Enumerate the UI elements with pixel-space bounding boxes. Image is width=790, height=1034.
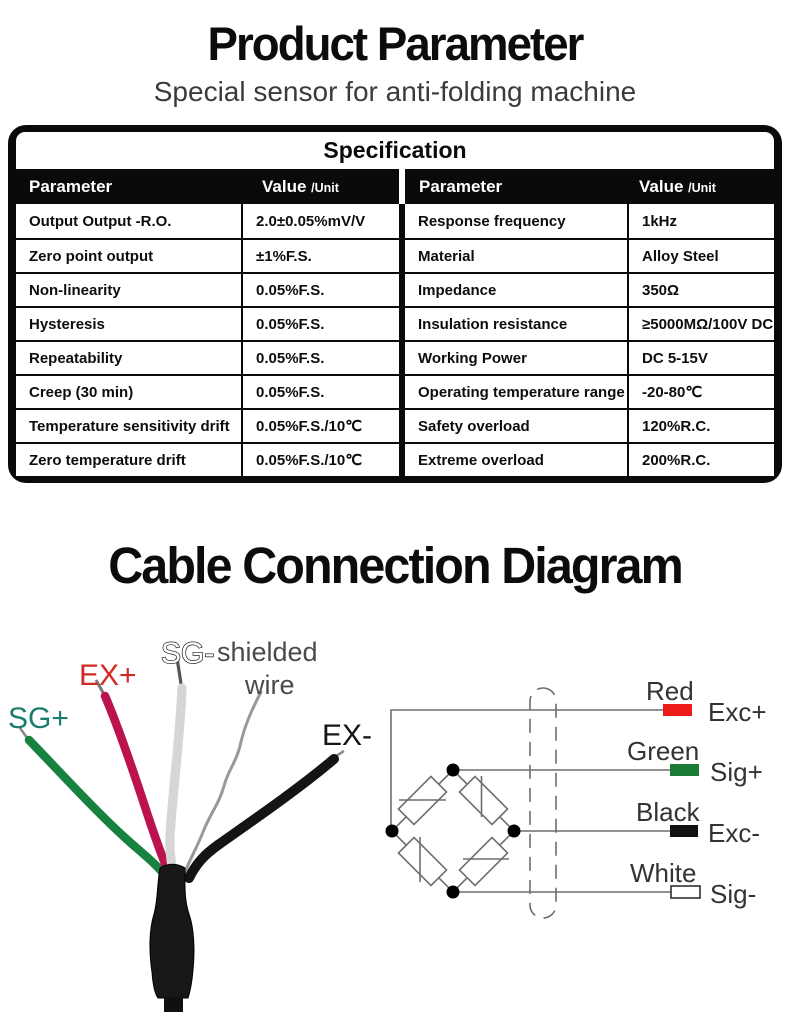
table-cell-value: 0.05%F.S./10℃ (241, 408, 399, 442)
bridge-node-bottom (447, 886, 460, 899)
label-shielded-line1: shielded (217, 637, 318, 667)
header-value-text: Value (262, 176, 307, 196)
table-cell-param: Working Power (405, 340, 627, 374)
label-ex-plus: EX+ (79, 659, 137, 692)
header-unit-text: /Unit (688, 180, 716, 195)
bridge-node-left (386, 825, 399, 838)
table-cell-param: Output Output -R.O. (29, 212, 172, 230)
table-cell-value: -20-80℃ (627, 374, 774, 408)
table-cell-value: 350Ω (627, 272, 774, 306)
label-sg-minus: SG- (161, 637, 215, 670)
cable-sheath (150, 864, 194, 998)
wire-white-outline (170, 688, 182, 880)
cable-wires-illustration (0, 618, 400, 1034)
table-cell-value: 0.05%F.S. (241, 272, 399, 306)
label-wire-white: White (630, 858, 697, 888)
spec-table-title: Specification (16, 132, 774, 169)
table-cell-param: Zero temperature drift (16, 442, 241, 476)
bridge-node-right (508, 825, 521, 838)
label-signal-sig-minus: Sig- (710, 879, 757, 909)
label-signal-exc-plus: Exc+ (708, 697, 767, 727)
header-value-text: Value (639, 176, 684, 196)
header-parameter-right: Parameter (419, 176, 503, 196)
table-cell-param: Material (405, 238, 627, 272)
label-signal-exc-minus: Exc- (708, 818, 760, 848)
table-cell-param: Insulation resistance (405, 306, 627, 340)
specification-table (8, 125, 782, 483)
bridge-node-top (447, 764, 460, 777)
header-unit-text: /Unit (311, 180, 339, 195)
table-cell-param: Creep (30 min) (16, 374, 241, 408)
table-cell-value: ±1%F.S. (241, 238, 399, 272)
table-cell-value: 1kHz (627, 204, 774, 238)
table-cell-value: 2.0±0.05%mV/V (241, 204, 399, 238)
table-cell-param: Non-linearity (16, 272, 241, 306)
label-wire-black: Black (636, 797, 700, 827)
label-signal-sig-plus: Sig+ (710, 757, 763, 787)
label-wire-red: Red (646, 676, 694, 706)
label-ex-minus: EX- (322, 719, 373, 752)
table-cell-value: 0.05%F.S. (241, 374, 399, 408)
table-cell-param: Impedance (405, 272, 627, 306)
table-cell-param: Temperature sensitivity drift (16, 408, 241, 442)
wire-shielded (183, 692, 261, 878)
table-cell-value: Alloy Steel (627, 238, 774, 272)
terminal-labels (627, 676, 767, 909)
page-subtitle: Special sensor for anti-folding machine (153, 76, 637, 107)
table-cell-value: 0.05%F.S. (241, 306, 399, 340)
table-cell-param: Safety overload (405, 408, 627, 442)
table-cell-value: 120%R.C. (627, 408, 774, 442)
label-sg-plus: SG+ (8, 702, 69, 735)
spec-table-header-row (16, 169, 774, 204)
bridge-diamond (392, 770, 514, 892)
bridge-circuit-schematic (378, 640, 790, 940)
label-wire-green: Green (627, 736, 700, 766)
header-value-left (241, 177, 399, 197)
table-cell-param: Response frequency (418, 212, 566, 230)
header-parameter-left: Parameter (29, 176, 113, 196)
table-cell-value: 0.05%F.S./10℃ (241, 442, 399, 476)
table-cell-param: Operating temperature range (405, 374, 627, 408)
table-cell-param: Zero point output (16, 238, 241, 272)
page-title: Product Parameter (207, 17, 583, 70)
table-cell-param: Hysteresis (16, 306, 241, 340)
table-cell-param: Extreme overload (405, 442, 627, 476)
table-cell-value: ≥5000MΩ/100V DC (627, 306, 774, 340)
header-value-right (627, 177, 774, 197)
label-shielded-line2: wire (245, 670, 295, 700)
cable-capsule-dashed (530, 688, 556, 918)
cable-sheath-tip (164, 997, 183, 1012)
table-cell-value: 0.05%F.S. (241, 340, 399, 374)
spec-table-body (16, 204, 774, 476)
table-cell-value: 200%R.C. (627, 442, 774, 476)
table-cell-value: DC 5-15V (627, 340, 774, 374)
table-cell-param: Repeatability (16, 340, 241, 374)
cable-diagram-title: Cable Connection Diagram (108, 537, 682, 594)
